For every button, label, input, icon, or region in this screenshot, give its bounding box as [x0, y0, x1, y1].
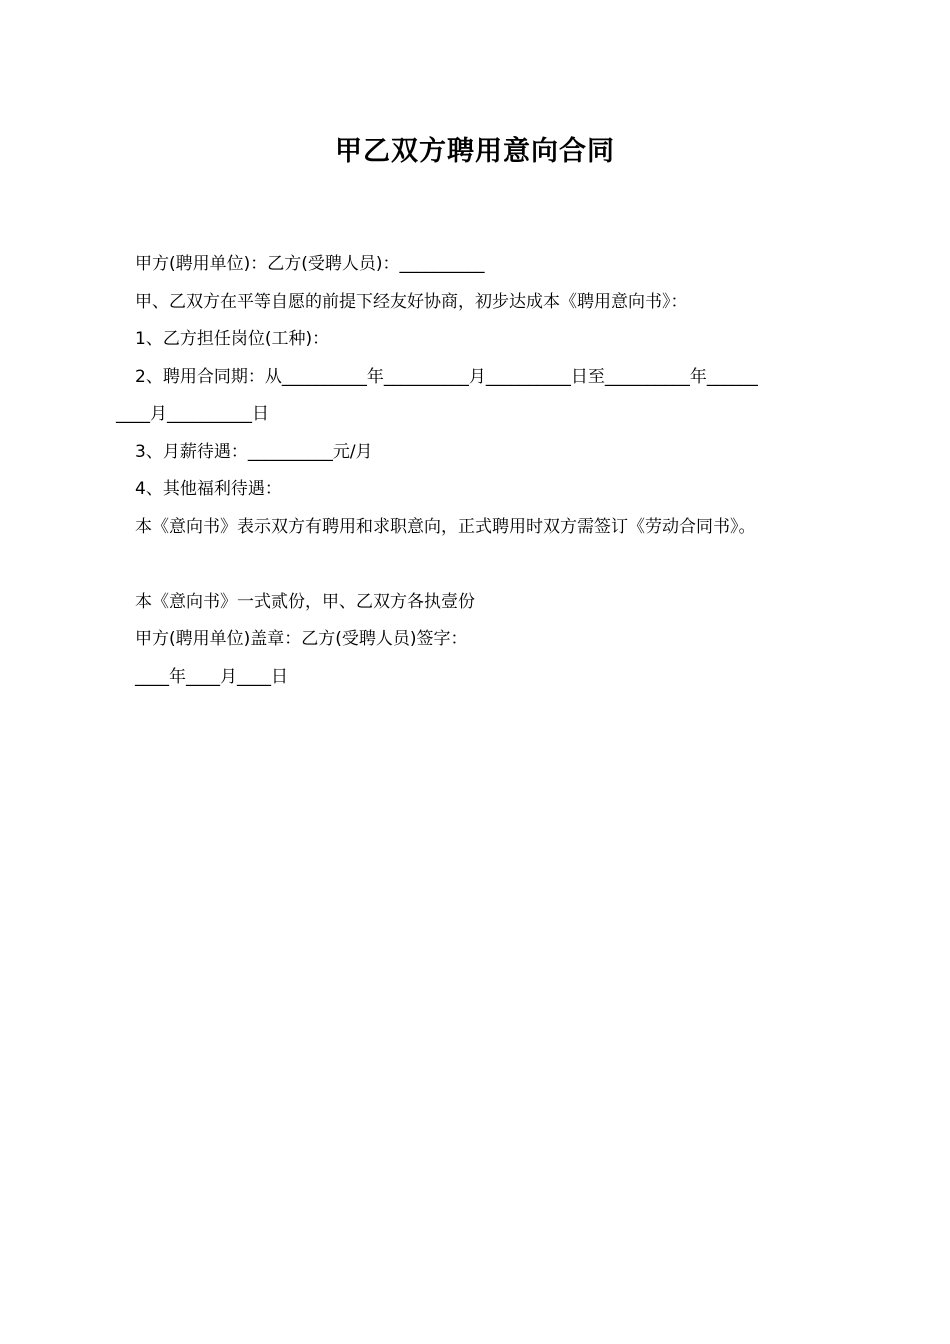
copies-line: 本《意向书》一式贰份，甲、乙双方各执壹份: [135, 591, 475, 612]
document-title: 甲乙双方聘用意向合同: [335, 136, 615, 167]
item-2-contract-period: 2、聘用合同期：从__________年__________月__________日至__________年______: [135, 366, 758, 387]
intro-line: 甲、乙双方在平等自愿的前提下经友好协商，初步达成本《聘用意向书》：: [135, 291, 688, 312]
item-4-benefits: 4、其他福利待遇：: [135, 479, 282, 499]
paragraph-spacer: [116, 546, 846, 584]
date-line: ____年____月____日: [135, 666, 288, 687]
signatures-line: 甲方(聘用单位)盖章：乙方(受聘人员)签字：: [135, 629, 468, 649]
parties-line: 甲方(聘用单位)：乙方(受聘人员)：__________: [135, 254, 485, 274]
statement-line: 本《意向书》表示双方有聘用和求职意向，正式聘用时双方需签订《劳动合同书》。: [135, 516, 756, 537]
document-body: [116, 246, 846, 696]
item-2-contract-period-continued: ____月__________日: [116, 404, 269, 424]
item-1-position: 1、乙方担任岗位(工种)：: [135, 329, 330, 349]
item-3-salary: 3、月薪待遇：__________元/月: [135, 441, 373, 462]
